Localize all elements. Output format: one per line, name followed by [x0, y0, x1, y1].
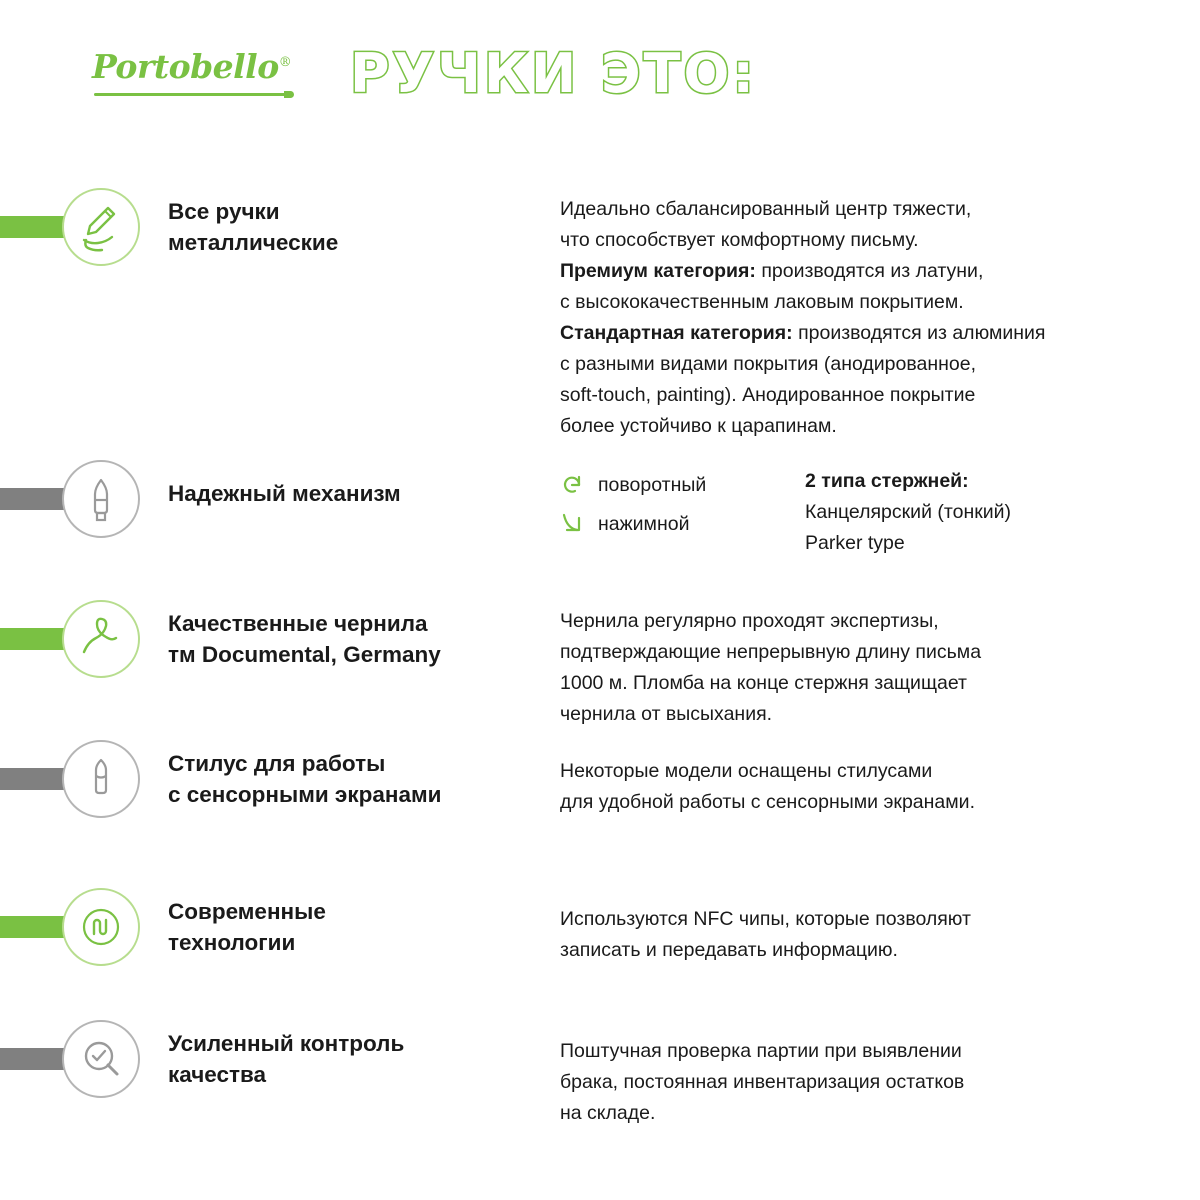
brand-underline	[94, 93, 290, 96]
page-header	[0, 42, 1200, 122]
refill-types-title: 2 типа стержней:	[805, 470, 969, 492]
feature-body: Идеально сбалансированный центр тяжести, что способствует комфортному письму. Премиум категория: производятся из латуни, с высококачественным лаковым покрытием. Стандартная категория: производятся из алюминия с разными видами покрытия (анодированное, soft-touch, painting). Анодированное покрытие более устойчиво к царапинам.	[560, 198, 1046, 437]
feature-title: Стилус для работы с сенсорными экранами	[168, 751, 442, 807]
pen-hand-icon	[62, 188, 140, 266]
page-title: РУЧКИ ЭТО:	[350, 42, 757, 105]
mechanism-option-label: нажимной	[598, 513, 690, 535]
mechanism-option-twist	[560, 468, 800, 507]
brand-name: Portobello®	[92, 47, 292, 86]
refill-type-item: Канцелярский (тонкий)	[805, 501, 1012, 523]
magnifier-check-icon	[62, 1020, 140, 1098]
feature-body: Чернила регулярно проходят экспертизы, подтверждающие непрерывную длину письма 1000 м. Пломба на конце стержня защищает чернила от высыхания.	[560, 610, 982, 725]
brand-logo	[92, 47, 302, 106]
feature-body: Некоторые модели оснащены стилусами для удобной работы с сенсорными экранами.	[560, 760, 975, 813]
feature-body: Используются NFC чипы, которые позволяют записать и передавать информацию.	[560, 908, 971, 961]
refill-types	[805, 466, 1185, 559]
feature-title: Надежный механизм	[168, 481, 401, 506]
feature-body: Поштучная проверка партии при выявлении брака, постоянная инвентаризация остатков на складе.	[560, 1040, 965, 1124]
press-arrow-icon	[560, 511, 584, 546]
mechanism-option-click	[560, 507, 800, 546]
feature-title: Качественные чернила тм Documental, Germany	[168, 611, 441, 667]
pen-tip-icon	[62, 460, 140, 538]
stylus-icon	[62, 740, 140, 818]
mechanism-option-label: поворотный	[598, 474, 707, 496]
rotate-icon	[560, 472, 584, 507]
nfc-icon	[62, 888, 140, 966]
registered-mark: ®	[278, 55, 292, 70]
feature-title: Все ручки металлические	[168, 199, 339, 255]
feature-title: Современные технологии	[168, 899, 326, 955]
refill-type-item: Parker type	[805, 532, 905, 554]
mechanism-options	[560, 468, 800, 546]
ink-scribble-icon	[62, 600, 140, 678]
feature-title: Усиленный контроль качества	[168, 1031, 405, 1087]
